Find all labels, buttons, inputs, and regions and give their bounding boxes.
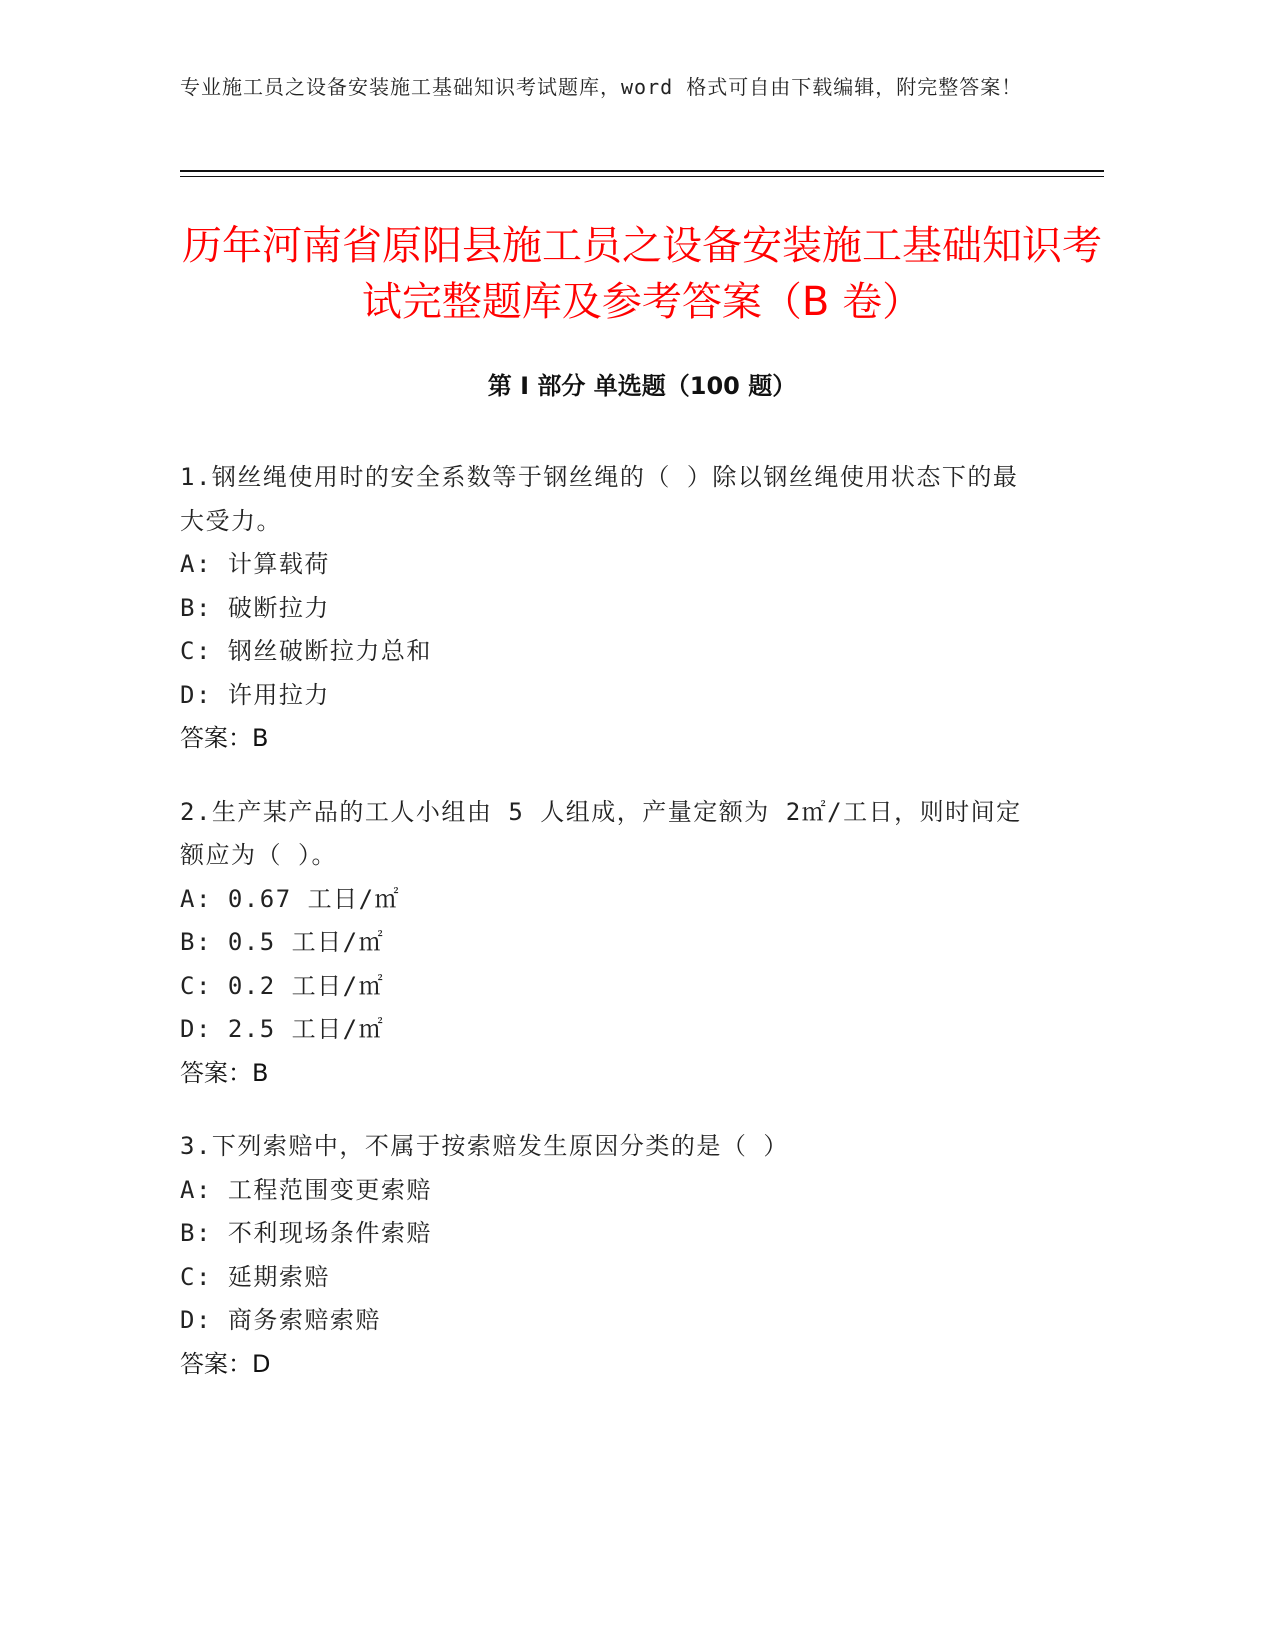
option-c: C: 0.2 工日/㎡: [180, 971, 385, 1000]
answer-line: 答案：D: [180, 1349, 271, 1378]
option-a: A: 0.67 工日/㎡: [180, 884, 401, 913]
option-a: A: 计算载荷: [180, 550, 330, 578]
option-a: A: 工程范围变更索赔: [180, 1175, 432, 1204]
option-c: C: 钢丝破断拉力总和: [180, 637, 432, 665]
question-list: [180, 456, 1040, 1416]
question-item: [180, 1125, 1040, 1386]
header-note: 专业施工员之设备安装施工基础知识考试题库，word 格式可自由下载编辑，附完整答案！: [180, 75, 1023, 99]
option-d: D: 商务索赔索赔: [180, 1306, 381, 1334]
question-item: [180, 456, 1040, 761]
question-item: [180, 791, 1040, 1096]
option-b: B: 破断拉力: [180, 593, 330, 622]
question-stem: 2.生产某产品的工人小组由 5 人组成，产量定额为 2㎡/工日，则时间定额应为（ ）。: [180, 797, 1022, 869]
answer-line: 答案：B: [180, 724, 269, 752]
header-divider-thin: [180, 176, 1104, 177]
option-d: D: 2.5 工日/㎡: [180, 1015, 385, 1043]
question-stem: 1.钢丝绳使用时的安全系数等于钢丝绳的（ ）除以钢丝绳使用状态下的最大受力。: [180, 463, 1019, 535]
option-c: C: 延期索赔: [180, 1262, 330, 1291]
header-divider-thick: [180, 170, 1104, 172]
option-b: B: 不利现场条件索赔: [180, 1219, 432, 1247]
answer-line: 答案：B: [180, 1058, 269, 1087]
question-stem: 3.下列索赔中，不属于按索赔发生原因分类的是（ ）: [180, 1132, 789, 1160]
option-d: D: 许用拉力: [180, 680, 330, 709]
option-b: B: 0.5 工日/㎡: [180, 928, 385, 956]
document-title: 历年河南省原阳县施工员之设备安装施工基础知识考试完整题库及参考答案（B 卷）: [182, 223, 1102, 325]
section-heading: 第 I 部分 单选题（100 题）: [487, 372, 797, 400]
